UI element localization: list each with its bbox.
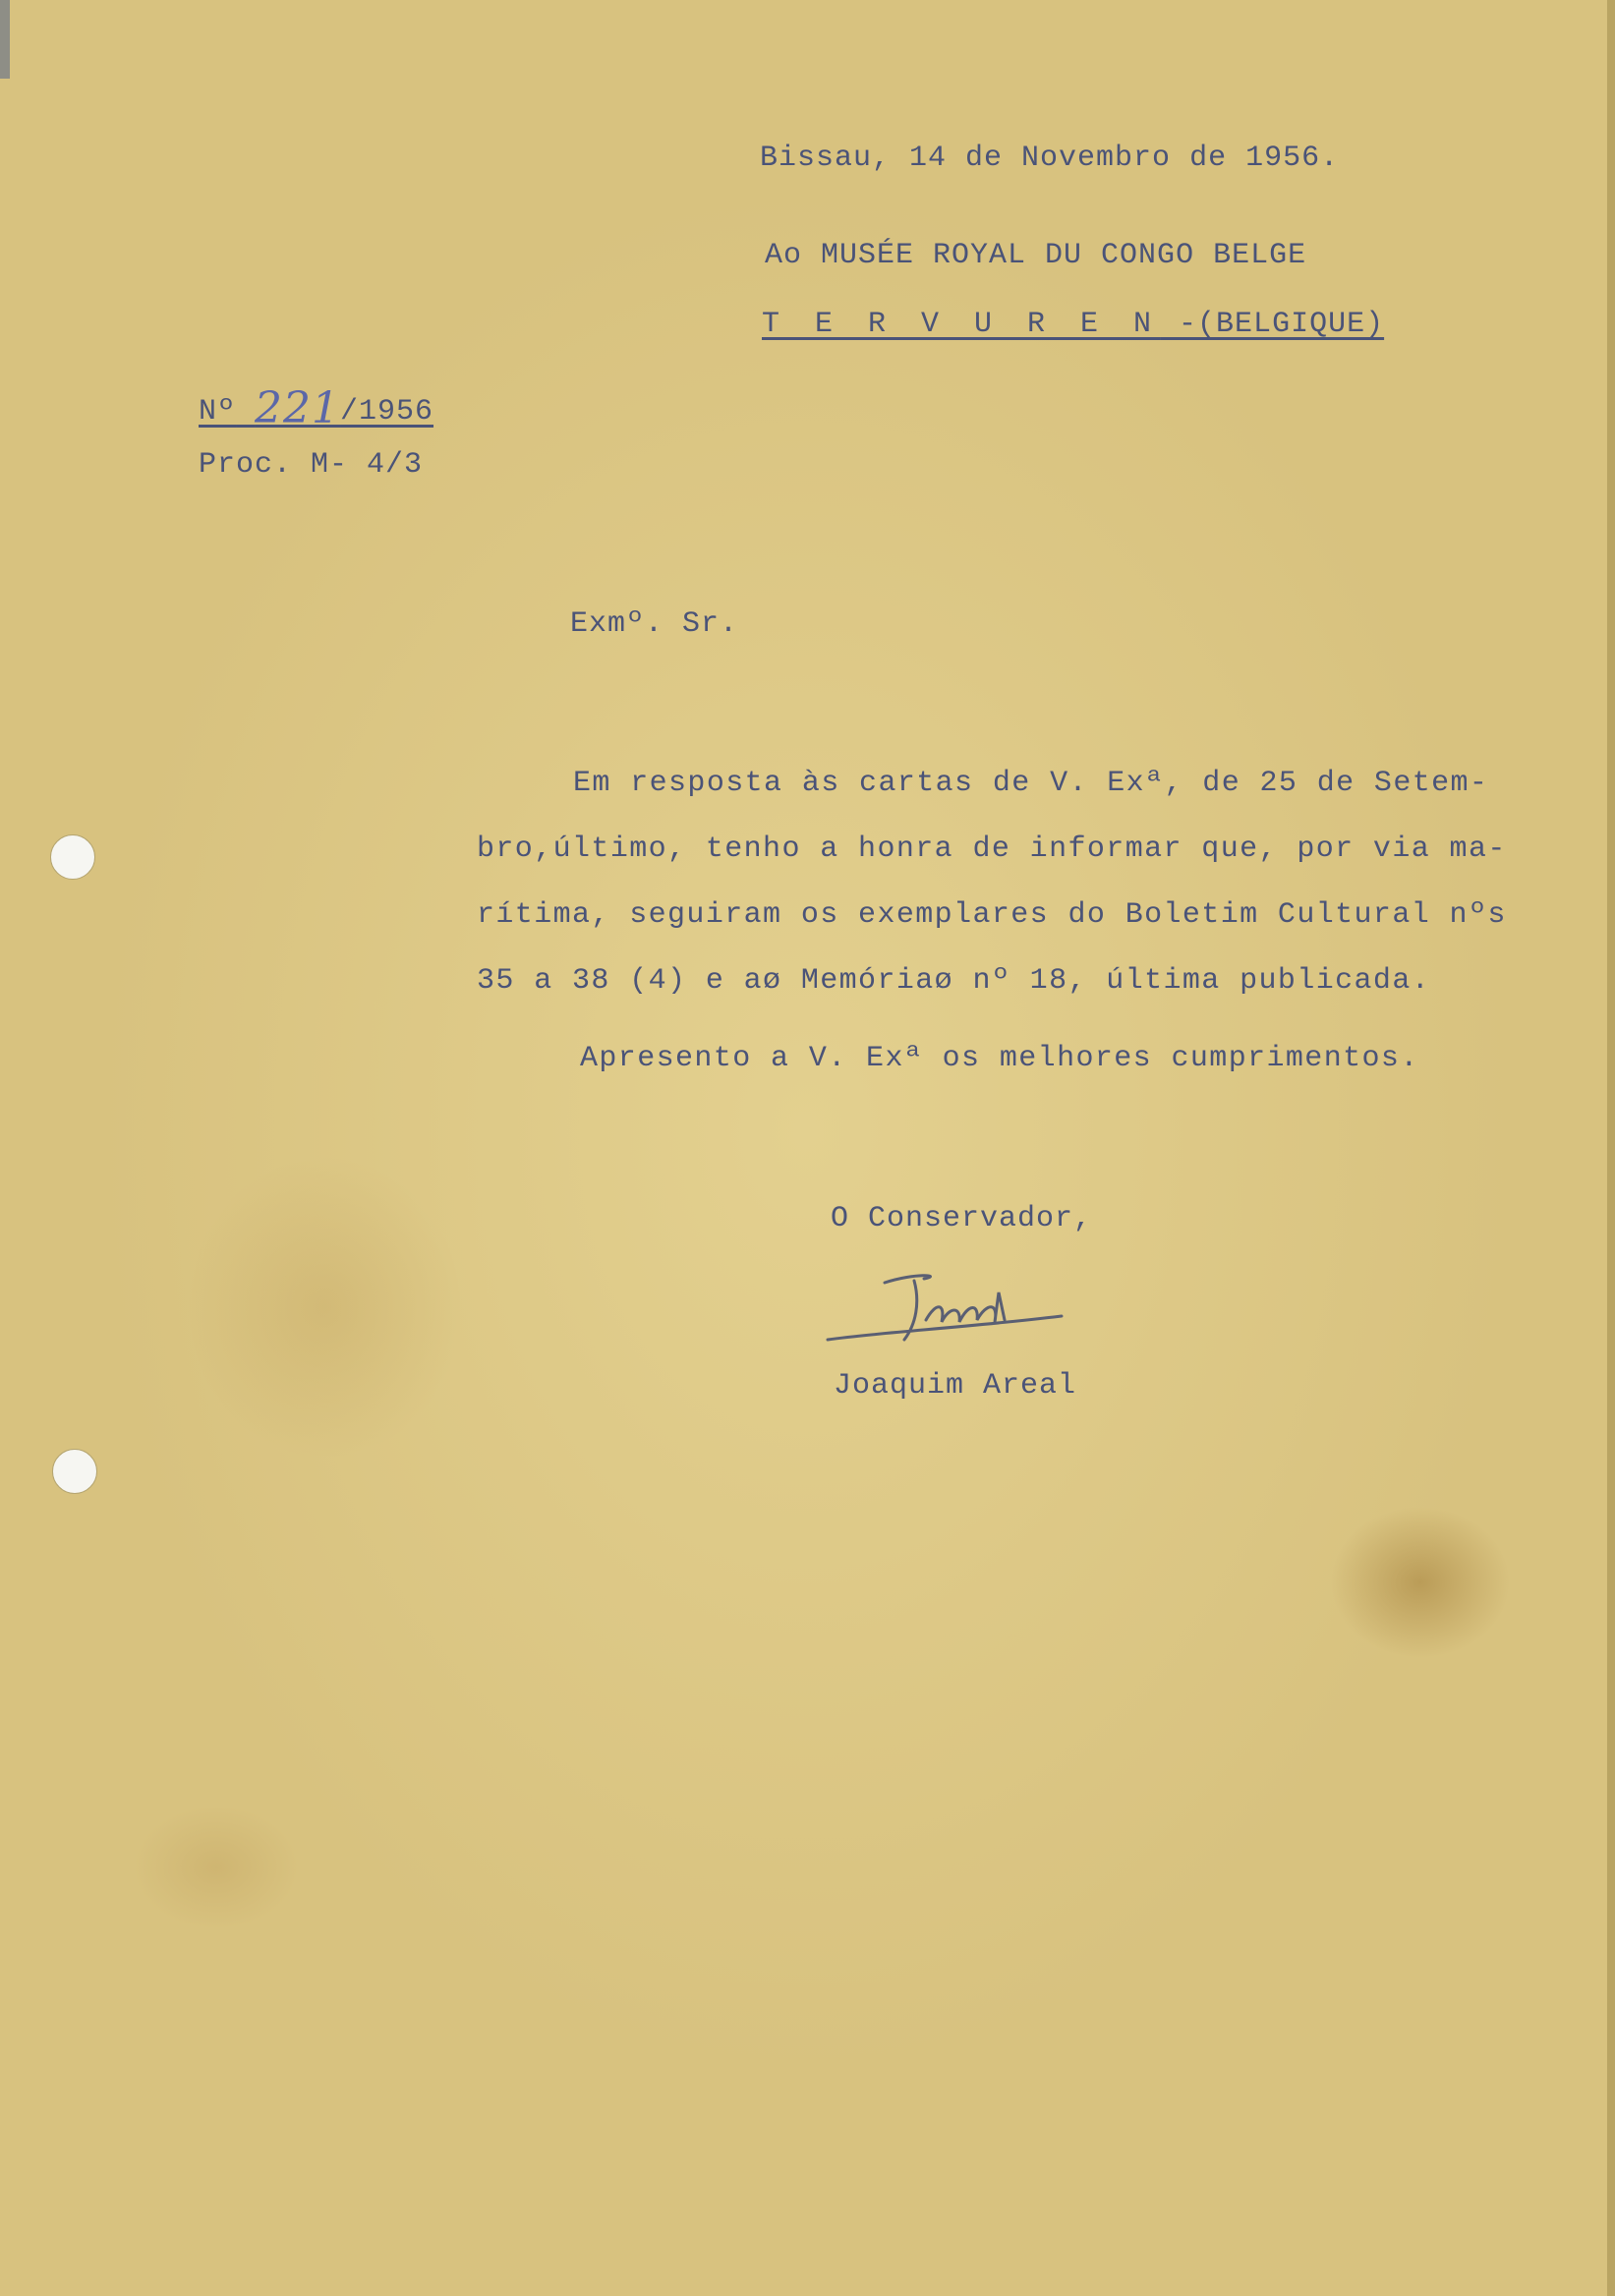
process-reference: Proc. M- 4/3 <box>199 448 424 482</box>
reference-handwritten-number: 221 <box>255 383 341 433</box>
scan-edge <box>0 0 10 79</box>
body-line-2: bro,último, tenho a honra de informar que, por via ma- <box>477 832 1507 866</box>
signatory-title: O Conservador, <box>831 1202 1093 1235</box>
punch-hole-bottom <box>52 1449 97 1494</box>
signatory-name: Joaquim Areal <box>834 1369 1077 1403</box>
reference-number <box>199 379 434 433</box>
body-line-3: rítima, seguiram os exemplares do Boletim Cultural nºs <box>477 898 1507 932</box>
body-line-4: 35 a 38 (4) e aø Memóriaø nº 18, última publicada. <box>477 964 1431 998</box>
recipient-country: -(BELGIQUE) <box>1160 308 1385 341</box>
body-line-1: Em resposta às cartas de V. Exª, de 25 de Setem- <box>573 767 1489 800</box>
punch-hole-top <box>50 834 95 880</box>
reference-prefix: Nº <box>199 395 237 429</box>
signature <box>826 1263 1081 1356</box>
place-date: Bissau, 14 de Novembro de 1956. <box>760 142 1340 175</box>
reference-year: /1956 <box>340 395 434 429</box>
closing: Apresento a V. Exª os melhores cumprimentos. <box>580 1042 1419 1075</box>
recipient-address <box>762 308 1384 341</box>
salutation: Exmº. Sr. <box>570 607 739 641</box>
recipient-name: Ao MUSÉE ROYAL DU CONGO BELGE <box>765 239 1307 272</box>
recipient-city: T E R V U R E N <box>762 308 1161 341</box>
